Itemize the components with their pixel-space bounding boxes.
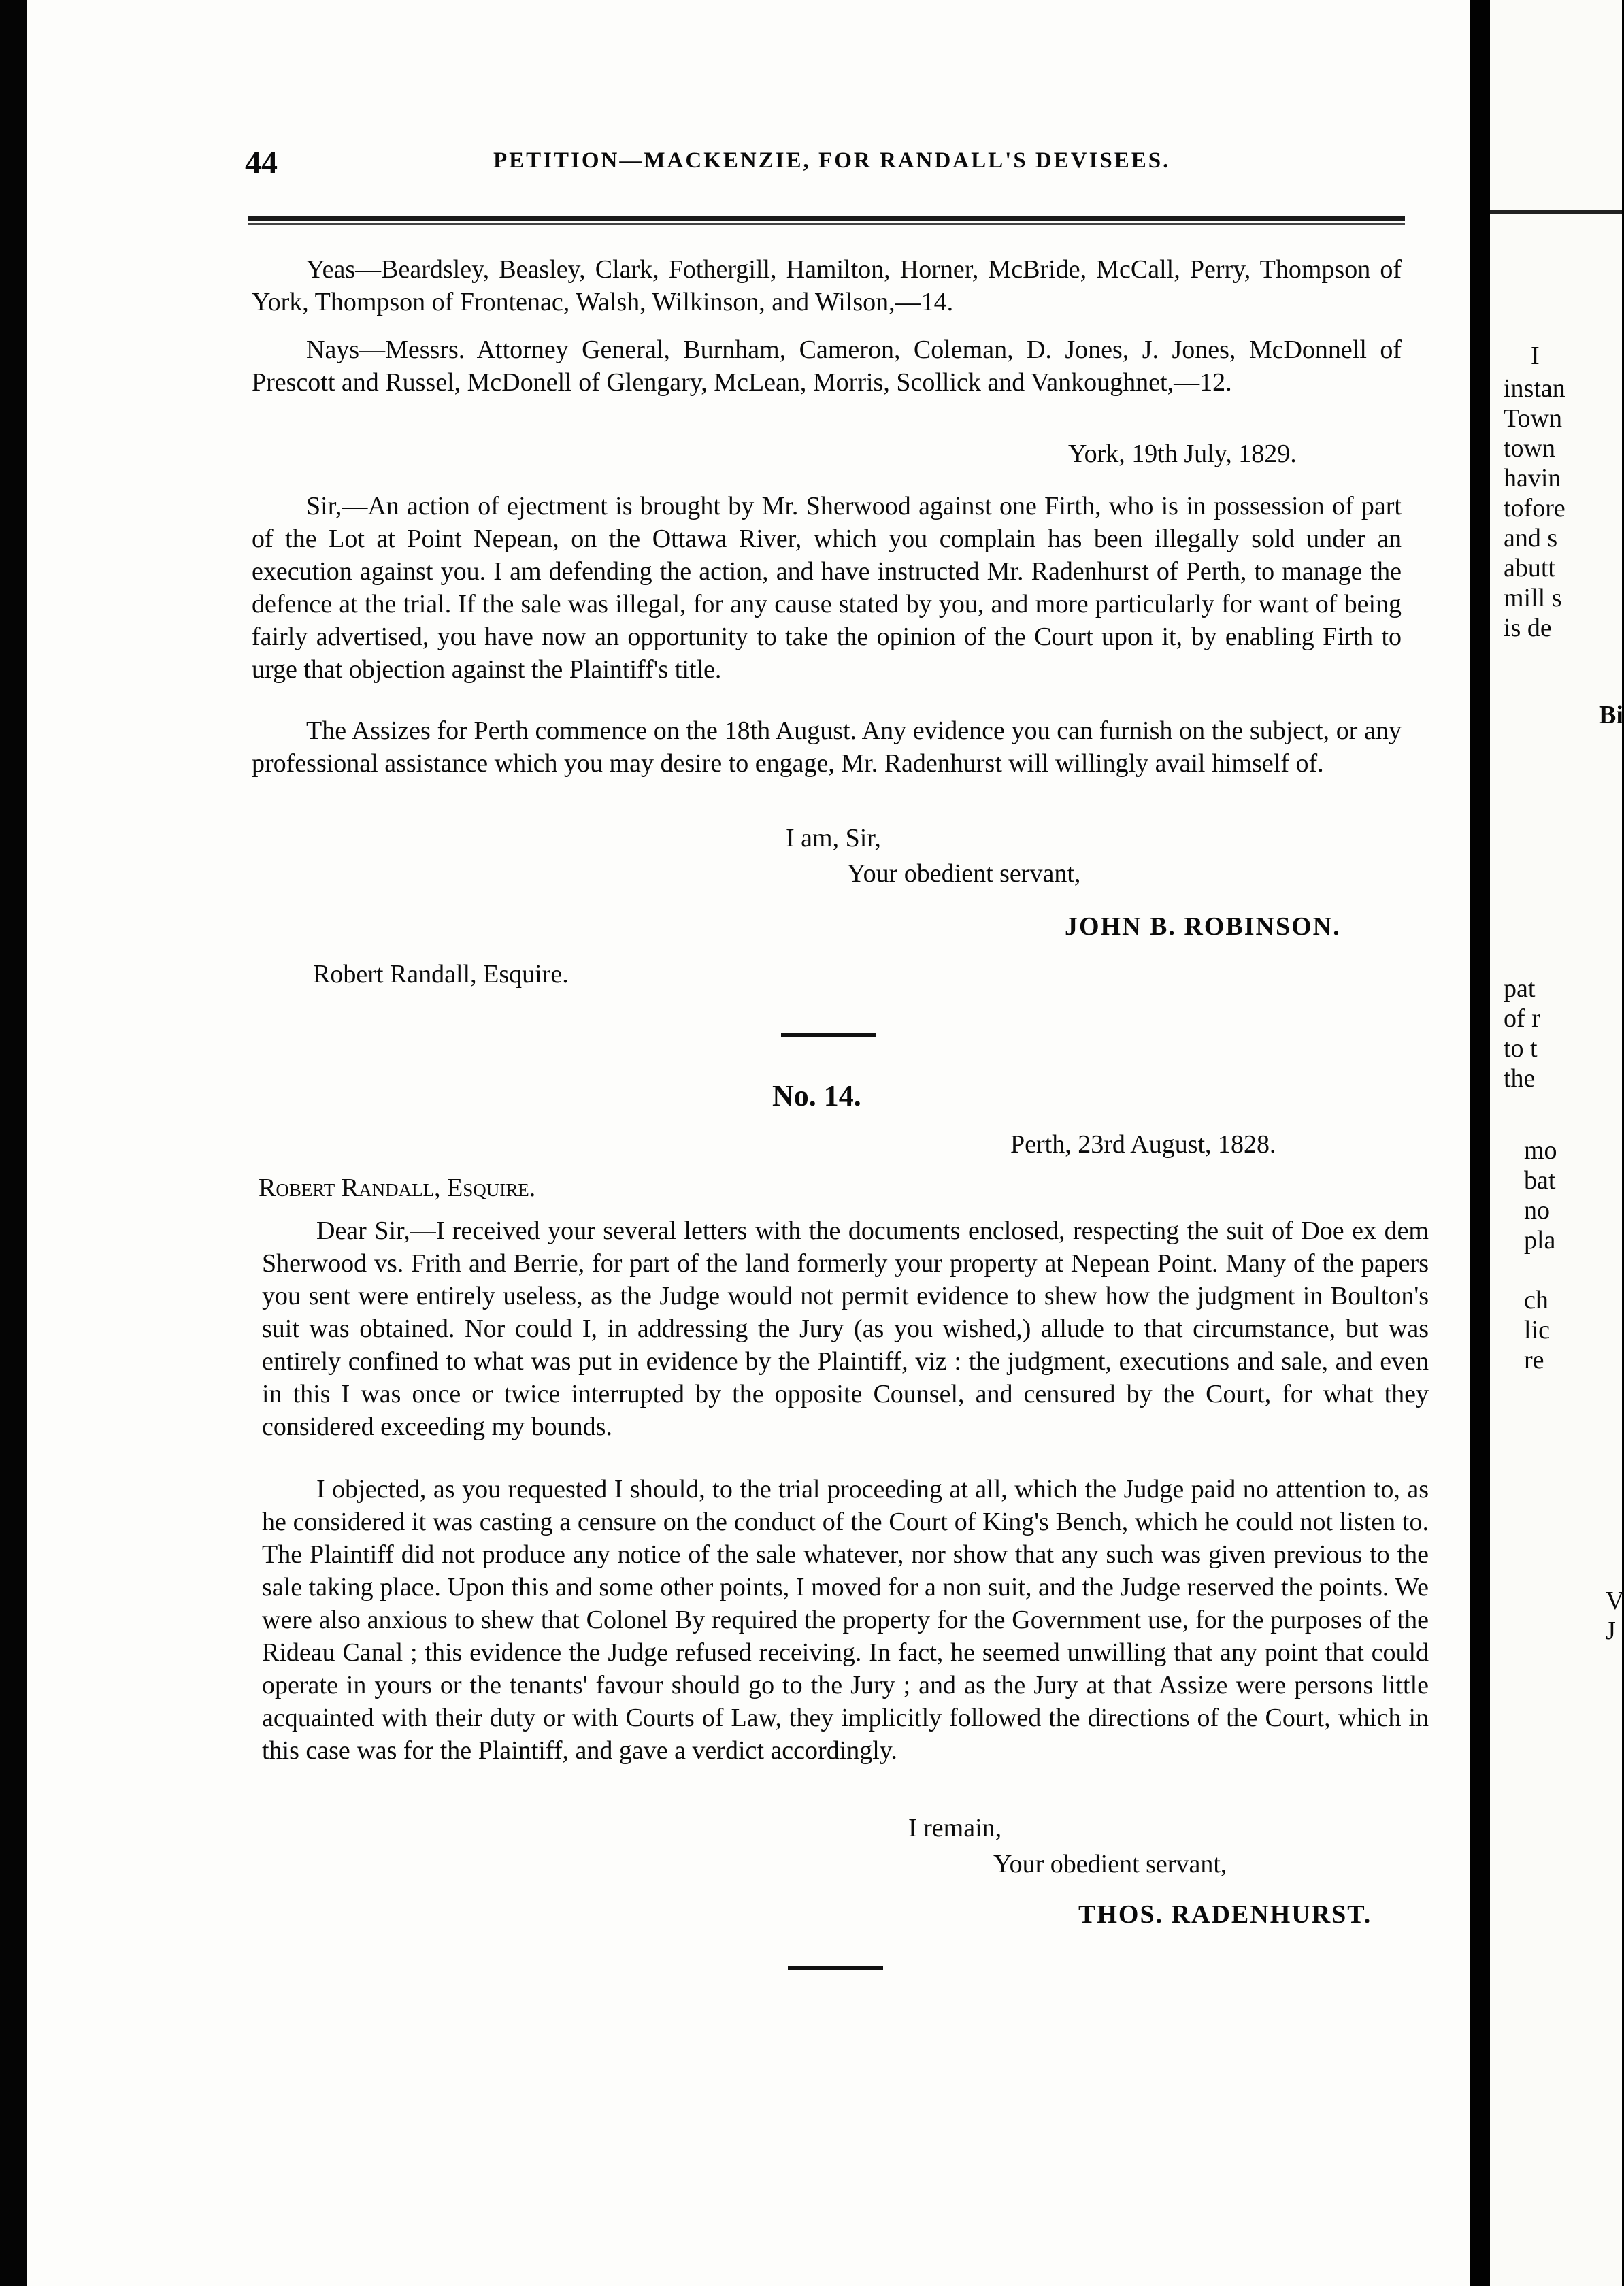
facing-page-fragment [1490,0,1622,2286]
facing-text-fragment: of r [1504,1004,1540,1033]
running-title: PETITION—MACKENZIE, FOR RANDALL'S DEVISEES. [493,148,1171,173]
facing-text-fragment: lic [1524,1316,1550,1344]
facing-text-fragment: mo [1524,1136,1557,1165]
facing-text-fragment: Town [1504,404,1563,433]
document-page [27,0,1470,2286]
yeas-paragraph: Yeas—Beardsley, Beasley, Clark, Fothergill, Hamilton, Horner, McBride, McCall, Perry, Thompson of York, Thompson of Frontenac, Walsh, Wilkinson, and Wilson,—14. [252,255,1402,316]
facing-text-fragment: town [1504,434,1555,463]
facing-text-fragment: and s [1504,524,1558,552]
facing-text-fragment: ch [1524,1286,1548,1314]
letter-number-heading: No. 14. [772,1079,861,1112]
facing-text-fragment: Bi [1599,701,1623,729]
letter2-closing-2: Your obedient servant, [993,1850,1227,1878]
facing-text-fragment: tofore [1504,494,1565,523]
page-gutter [1470,0,1490,2286]
facing-text-fragment: to t [1504,1034,1538,1063]
facing-text-fragment: bat [1524,1166,1556,1195]
letter2-dateline: Perth, 23rd August, 1828. [1010,1130,1276,1159]
letter1-closing-2: Your obedient servant, [847,859,1081,888]
facing-text-fragment: I [1531,342,1540,370]
facing-text-fragment: instan [1504,374,1565,403]
facing-header-rule [1490,210,1622,214]
closing-separator [788,1966,883,1970]
letter1-closing-1: I am, Sir, [786,824,881,852]
facing-text-fragment: no [1524,1196,1550,1225]
facing-text-fragment: J [1606,1617,1616,1645]
book-binding-edge [0,0,27,2286]
header-rule [248,216,1405,221]
facing-text-fragment: havin [1504,464,1561,493]
facing-text-fragment: mill s [1504,584,1562,612]
facing-text-fragment: the [1504,1064,1536,1093]
section-separator [781,1033,876,1037]
nays-paragraph: Nays—Messrs. Attorney General, Burnham, Cameron, Coleman, D. Jones, J. Jones, McDonnell of Prescott and Russel, McDonell of Glengary, McLean, Morris, Scollick and Vankoughnet,—12. [252,335,1402,397]
facing-text-fragment: V [1606,1587,1624,1615]
letter1-paragraph-2: The Assizes for Perth commence on the 18th August. Any evidence you can furnish on the subject, or any professional assistance which you may desire to engage, Mr. Radenhurst will willingly avail himself of. [252,716,1402,778]
letter2-signature: THOS. RADENHURST. [1078,1900,1372,1929]
letter1-paragraph-1: Sir,—An action of ejectment is brought by Mr. Sherwood against one Firth, who is in possession of part of the Lot at Point Nepean, on the Ottawa River, which you complain has been illegally sold under an execution against you. I am defending the action, and have instructed Mr. Radenhurst of Perth, to manage the defence at the trial. If the sale was illegal, for any cause stated by you, and more particularly for want of being fairly advertised, you have now an opportunity to take the opinion of the Court upon it, by enabling Firth to urge that objection against the Plaintiff's title. [252,492,1402,684]
letter2-closing-1: I remain, [908,1814,1002,1842]
letter1-dateline: York, 19th July, 1829. [1068,440,1297,468]
page-number: 44 [245,145,278,181]
letter2-paragraph-2: I objected, as you requested I should, to the trial proceeding at all, which the Judge paid no attention to, as he considered it was casting a censure on the conduct of the Court of King's Bench, which he could not listen to. The Plaintiff did not produce any notice of the sale whatever, nor show that any such was given previous to the sale taking place. Upon this and some other points, I moved for a non suit, and the Judge reserved the points. We were also anxious to shew that Colonel By required the property for the Government use, for the purposes of the Rideau Canal ; this evidence the Judge refused receiving. In fact, he seemed unwilling that any point that could operate in yours or the tenants' favour should go to the Jury ; and as the Jury at that Assize were persons little acquainted with their duty or with Courts of Law, they implicitly followed the directions of the Court, which in this case was for the Plaintiff, and gave a verdict accordingly. [262,1475,1429,1765]
facing-text-fragment: pla [1524,1226,1556,1255]
letter2-addressee: Robert Randall, Esquire. [259,1174,536,1202]
letter1-addressee: Robert Randall, Esquire. [313,960,569,989]
facing-text-fragment: abutt [1504,554,1555,582]
facing-text-fragment: pat [1504,974,1536,1003]
letter2-paragraph-1: Dear Sir,—I received your several letters with the documents enclosed, respecting the suit of Doe ex dem Sherwood vs. Frith and Berrie, for part of the land formerly your property at Nepean Point. Many of the papers you sent were entirely useless, as the Judge would not permit evidence to shew how the judgment in Boulton's suit was obtained. Nor could I, in addressing the Jury (as you wished,) allude to that circumstance, but was entirely confined to what was put in evidence by the Plaintiff, viz : the judgment, executions and sale, and even in this I was once or twice interrupted by the opposite Counsel, and censured by the Court, for what they considered exceeding my bounds. [262,1216,1429,1441]
letter1-signature: JOHN B. ROBINSON. [1065,912,1341,941]
header-rule-thin [248,223,1405,225]
facing-text-fragment: re [1524,1346,1544,1374]
facing-text-fragment: is de [1504,614,1552,642]
